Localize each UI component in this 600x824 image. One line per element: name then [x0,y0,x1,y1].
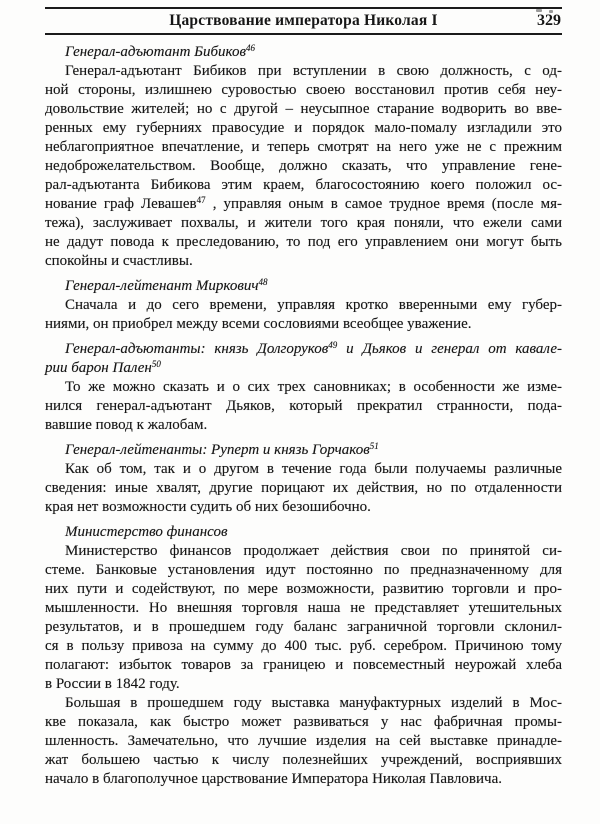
page-content [45,7,562,789]
paragraph [45,694,562,789]
running-title: Царствование императора Николая I [169,12,438,29]
text-line: нился генерал-адъютант Дьяков, который прекратил странности, пода- [45,398,562,414]
text-line: неблагоприятное впечатление, и теперь смотрят на него уже не с прежним [45,139,562,155]
text-line: тежа), заслуживает похвалы, и жители того края поняли, что ежели сами [45,215,562,231]
header-rule-bottom [45,33,562,35]
section-heading [45,441,562,460]
text-line: ной стороны, излишнею суровостью своею восстановил против себя неу- [45,82,562,98]
page-body [45,43,562,789]
text-line: Генерал-адъютант Бибиков при вступлении в свою должность, с од- [65,63,562,79]
text-line: мышленности. Но внешняя торговля наша не представляет утешительных [45,600,562,616]
section [45,277,562,334]
book-page [0,7,600,824]
text-line: недоброжелательством. Вообще, должно сказать, что управление гене- [45,158,562,174]
footnote-ref: 47 [196,195,206,205]
section [45,43,562,271]
text-line: спокойны и счастливы. [45,253,193,269]
footnote-ref: 46 [246,43,256,53]
running-header [45,9,562,33]
text-line: Большая в прошедшем году выставка мануфактурных изделий в Мос- [65,695,562,711]
text-line: То же можно сказать и о сих трех сановниках; в особенности же изме- [65,379,562,395]
paragraph [45,542,562,694]
text-line: результатов, и в прошедшем году баланс заграничной торговли склонил- [45,619,562,635]
paragraph [45,296,562,334]
section [45,340,562,435]
text-line: рал-адъютанта Бибикова этим краем, благосостоянию коего положил ос- [45,177,562,193]
text-line: в России в 1842 году. [45,676,180,692]
paragraph [45,460,562,517]
text-line: стеме. Банковые установления идут постоянно по предназначенному для [45,562,562,578]
text-line: ренных ему губерниях правосудие и порядок мало-помалу изгладили это [45,120,562,136]
footnote-ref: 51 [369,441,379,451]
paragraph [45,62,562,271]
text-line: Как об том, так и о другом в течение года были получаемы различные [65,461,562,477]
text-line: Министерство финансов продолжает действия свои по принятой си- [65,543,562,559]
text-line: кве показала, как быстро может развиваться у нас фабричная промы- [45,714,562,730]
text-line: не дадут повода к преследованию, то под его управлением они могут быть [45,234,562,250]
section-heading [45,277,562,296]
text-line: полагают: избыток товаров за границею и повсеместный неурожай хлеба [45,657,562,673]
heading-line: Генерал-лейтенанты: Руперт и князь Горчаков$^{51}$ [65,441,379,458]
text-line: сведения: иные хвалят, другие порицают их действия, но по отдаленности [45,480,562,496]
section-heading [45,340,562,378]
footnote-ref: 49 [328,340,338,350]
section [45,523,562,789]
heading-line: рии барон Пален$^{50}$ [45,359,161,376]
heading-line: Министерство финансов [65,524,228,540]
text-line: ся в пользу привоза на сумму до 400 тыс. руб. серебром. Причиною тому [45,638,562,654]
text-line: шленность. Замечательно, что лучшие изделия на сей выставке принадле- [45,733,562,749]
section [45,441,562,517]
heading-line: Генерал-адъютанты: князь Долгоруков$^{49}$ и Дьяков и генерал от кавале- [65,340,562,357]
section-heading [45,43,562,62]
text-line: Сначала и до сего времени, управляя кротко вверенными ему губер- [65,297,562,313]
text-line: жат большею частью к числу полезнейших учреждений, восприявших [45,752,562,768]
page-number: 329 [537,12,561,29]
text-line: довольствие жителей; но с другой – неусыпное старание водворить во вве- [45,101,562,117]
heading-line: Генерал-лейтенант Миркович$^{48}$ [65,277,268,294]
footnote-ref: 48 [258,277,268,287]
text-line: начало в благополучное царствование Императора Николая Павловича. [45,771,502,787]
heading-line: Генерал-адъютант Бибиков$^{46}$ [65,43,256,60]
section-heading [45,523,562,542]
text-line: нование граф Левашев$^{47}$ , управляя оным в самое трудное время (после мя- [45,195,562,212]
paragraph [45,378,562,435]
text-line: вавшие повод к жалобам. [45,417,208,433]
footnote-ref: 50 [151,359,161,369]
text-line: ниями, он приобрел между всеми сословиями всеобщее уважение. [45,316,472,332]
text-line: края нет возможности судить об них безошибочно. [45,499,371,515]
text-line: них пути и содействуют, по мере возможности, развитию торговли и про- [45,581,562,597]
